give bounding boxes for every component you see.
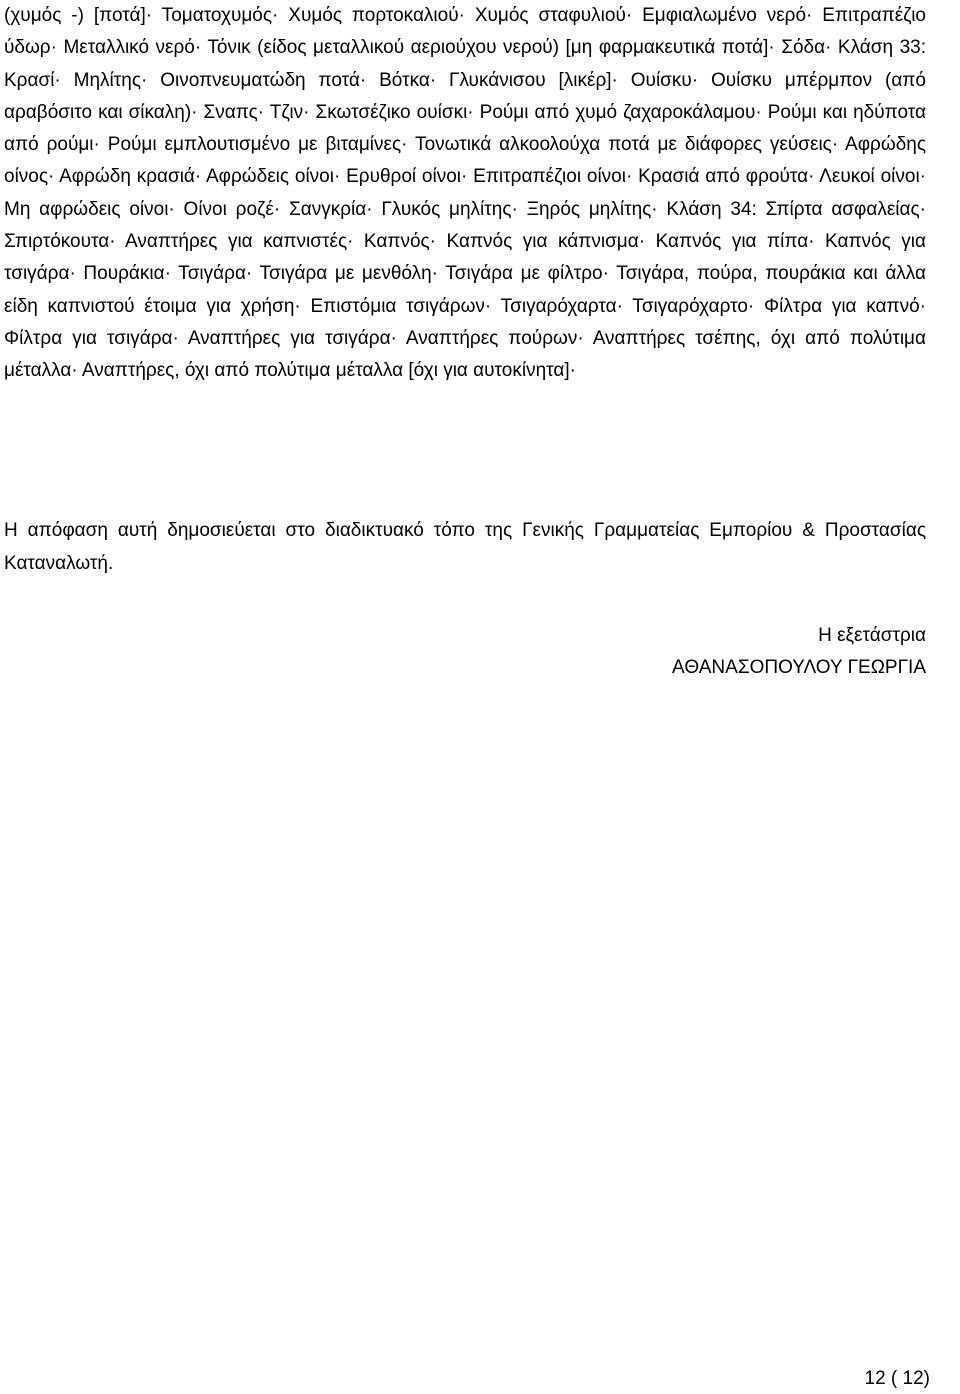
signature-block — [672, 620, 926, 684]
goods-classification-text: (χυμός -) [ποτά]· Τοματοχυμός· Χυμός πορτοκαλιού· Χυμός σταφυλιού· Εμφιαλωμένο νερό· Επιτραπέζιο ύδωρ· Μεταλλικό νερό· Τόνικ (είδος μεταλλικού αεριούχου νερού) [μη φαρμακευτικά ποτά]· Σόδα· Κλάση 33: Κρασί· Μηλίτης· Οινοπνευματώδη ποτά· Βότκα· Γλυκάνισου [λικέρ]· Ουίσκυ· Ουίσκυ μπέρμπον (από αραβόσιτο και σίκαλη)· Σναπς· Τζιν· Σκωτσέζικο ουίσκι· Ρούμι από χυμό ζαχαροκάλαμου· Ρούμι και ηδύποτα από ρούμι· Ρούμι εμπλουτισμένο με βιταμίνες· Τονωτικά αλκοολούχα ποτά με διάφορες γεύσεις· Αφρώδης οίνος· Αφρώδη κρασιά· Αφρώδεις οίνοι· Ερυθροί οίνοι· Επιτραπέζιοι οίνοι· Κρασιά από φρούτα· Λευκοί οίνοι· Μη αφρώδεις οίνοι· Οίνοι ροζέ· Σανγκρία· Γλυκός μηλίτης· Ξηρός μηλίτης· Κλάση 34: Σπίρτα ασφαλείας· Σπιρτόκουτα· Αναπτήρες για καπνιστές· Καπνός· Καπνός για κάπνισμα· Καπνός για πίπα· Καπνός για τσιγάρα· Πουράκια· Τσιγάρα· Τσιγάρα με μενθόλη· Τσιγάρα με φίλτρο· Τσιγάρα, πούρα, πουράκια και άλλα είδη καπνιστού έτοιμα για χρήση· Επιστόμια τσιγάρων· Τσιγαρόχαρτα· Τσιγαρόχαρτο· Φίλτρα για καπνό· Φίλτρα για τσιγάρα· Αναπτήρες για τσιγάρα· Αναπτήρες πούρων· Αναπτήρες τσέπης, όχι από πολύτιμα μέταλλα· Αναπτήρες, όχι από πολύτιμα μέταλλα [όχι για αυτοκίνητα]· — [4, 5, 926, 382]
publication-notice: Η απόφαση αυτή δημοσιεύεται στο διαδικτυακό τόπο της Γενικής Γραμματείας Εμπορίου & Προστασίας Καταναλωτή. — [4, 520, 926, 574]
signatory-role: Η εξετάστρια — [818, 625, 926, 646]
page-number: 12 ( 12) — [864, 1368, 930, 1389]
signatory-name: ΑΘΑΝΑΣΟΠΟΥΛΟΥ ΓΕΩΡΓΙΑ — [672, 657, 926, 678]
